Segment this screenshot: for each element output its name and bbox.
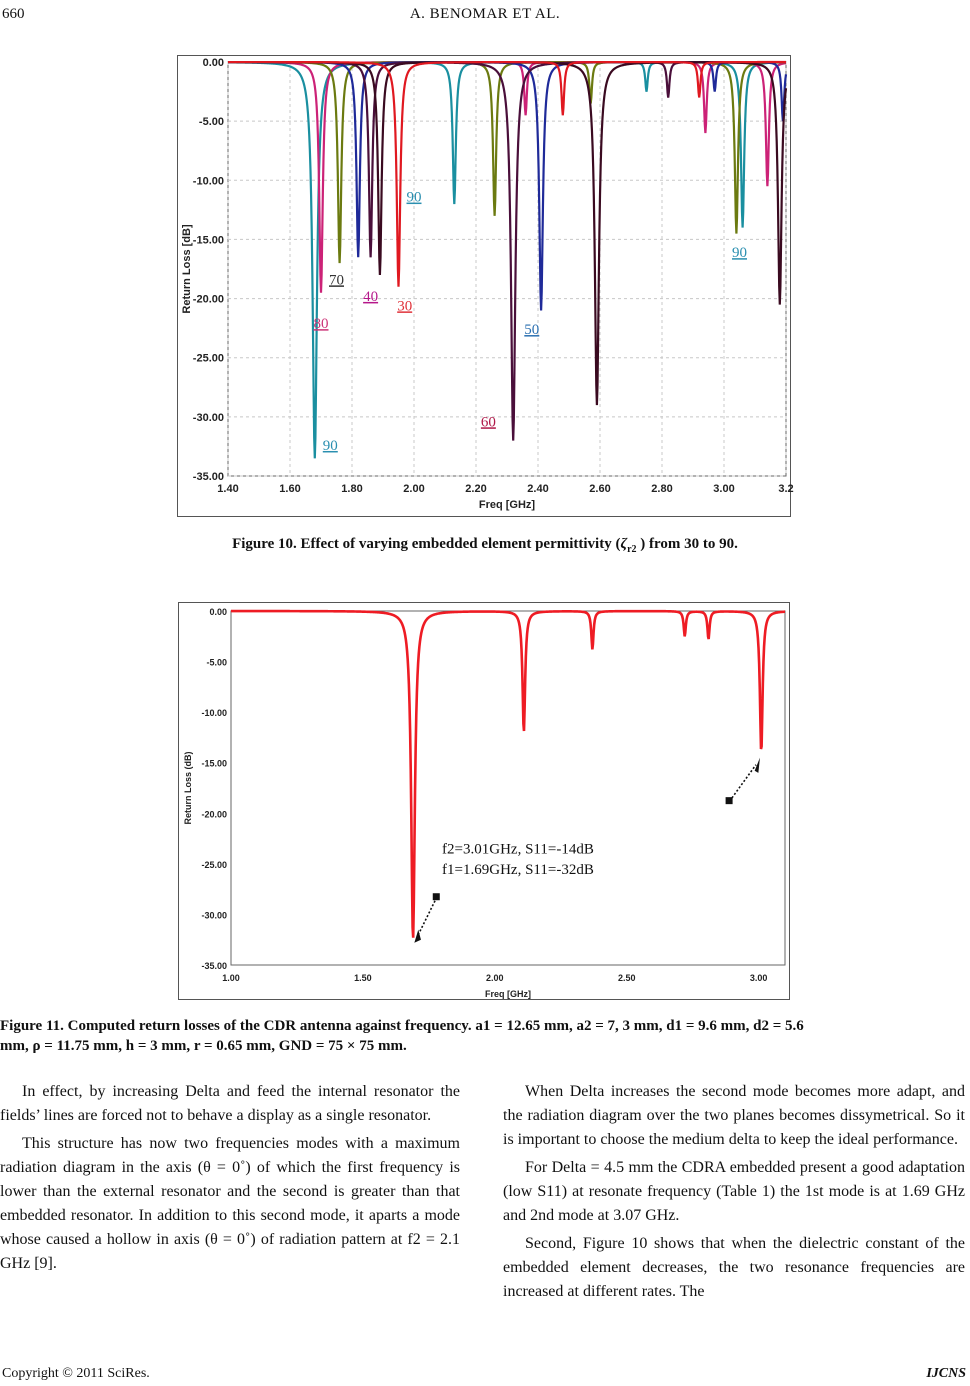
copyright: Copyright © 2011 SciRes. — [2, 1366, 150, 1381]
y-tick-label: -35.00 — [201, 961, 227, 971]
plot-area — [231, 611, 785, 965]
figure-10-chart — [178, 56, 794, 516]
page-number: 660 — [2, 6, 25, 22]
y-tick-label: -35.00 — [192, 471, 224, 483]
x-axis-label: Freq [GHz] — [478, 499, 536, 511]
figure-11-chart — [179, 603, 789, 999]
right-paragraph-2: For Delta = 4.5 mm the CDRA embedded present a good adaptation (low S11) at resonate frequency (Table 1) the 1st mode is at 1.69 GHz and 2nd mode at 3.07 GHz. — [503, 1159, 965, 1224]
x-tick-label: 2.60 — [589, 483, 611, 495]
x-tick-label: 1.80 — [341, 483, 363, 495]
annotation-f1: f1=1.69GHz, S11=-32dB — [442, 861, 594, 878]
x-tick-label: 3.2 — [778, 483, 794, 495]
figure-10-caption-prefix: Figure 10. Effect of varying embedded element permittivity ( — [232, 536, 621, 552]
right-column — [503, 1080, 965, 1308]
x-tick-label: 2.00 — [486, 973, 504, 983]
curve-label: 30 — [397, 298, 413, 315]
y-tick-label: 0.00 — [202, 57, 224, 69]
y-tick-label: -10.00 — [192, 175, 224, 188]
x-tick-label: 1.40 — [217, 483, 239, 495]
x-tick-label: 2.00 — [403, 483, 425, 495]
left-column — [0, 1080, 460, 1280]
x-tick-label: 1.00 — [222, 973, 240, 983]
curve-label: 90 — [322, 437, 338, 454]
arrow-f2-tail — [726, 797, 733, 804]
annotation-f2: f2=3.01GHz, S11=-14dB — [442, 841, 594, 858]
x-tick-label: 2.50 — [617, 973, 636, 983]
y-tick-label: -30.00 — [192, 411, 224, 424]
y-axis-label: Return Loss [dB] — [181, 224, 193, 314]
y-tick-label: -5.00 — [198, 116, 224, 129]
x-tick-label: 3.00 — [713, 483, 735, 495]
figure-11-caption-line2: mm, ρ = 11.75 mm, h = 3 mm, r = 0.65 mm, GND = 75 × 75 mm. — [0, 1038, 407, 1054]
curve-label: 50 — [524, 322, 540, 339]
y-tick-label: -30.00 — [201, 910, 227, 921]
running-head-authors: A. BENOMAR ET AL. — [409, 6, 561, 22]
figure-11-caption — [0, 1016, 970, 1056]
figure-11 — [178, 602, 790, 1000]
curve-label: 40 — [363, 288, 379, 305]
y-tick-label: -25.00 — [201, 859, 227, 870]
curve-label: 90 — [732, 245, 747, 262]
x-tick-label: 1.50 — [354, 973, 372, 983]
y-tick-label: -10.00 — [201, 708, 227, 719]
y-tick-label: -25.00 — [192, 352, 224, 365]
figure-10-caption-symbol: ζ — [620, 536, 628, 552]
figure-10-caption-subscript: r2 — [627, 544, 637, 555]
y-tick-label: -15.00 — [201, 758, 227, 769]
running-head — [0, 6, 970, 30]
figure-10-caption — [0, 534, 970, 560]
x-tick-label: 3.00 — [749, 973, 768, 983]
y-tick-label: -20.00 — [201, 809, 227, 820]
x-tick-label: 2.40 — [527, 483, 549, 495]
curve-label: 90 — [406, 189, 422, 206]
y-tick-label: -20.00 — [192, 293, 224, 306]
arrow-f1-tail — [433, 893, 440, 900]
x-tick-label: 2.20 — [465, 483, 487, 495]
journal-name: IJCNS — [926, 1366, 966, 1381]
x-axis-label: Freq [GHz] — [485, 989, 531, 999]
figure-11-caption-line1: Figure 11. Computed return losses of the CDR antenna against frequency. a1 = 12.65 mm, a2 = 7, 3 mm, d1 = 9.6 mm, d2 = 5.6 — [0, 1018, 804, 1034]
y-tick-label: -5.00 — [206, 657, 227, 668]
right-paragraph-1: When Delta increases the second mode becomes more adapt, and the radiation diagram over the two planes becomes dissymetrical. So it is important to choose the medium delta to keep the ideal performance. — [503, 1083, 965, 1148]
curve-label: 70 — [329, 272, 344, 289]
right-paragraph-3: Second, Figure 10 shows that when the dielectric constant of the embedded element decreases, the two resonance frequencies are increased at different rates. The — [503, 1235, 965, 1300]
curve-label: 60 — [480, 414, 496, 431]
left-paragraph-1: In effect, by increasing Delta and feed the internal resonator the fields’ lines are forced not to behave a display as a single resonator. — [0, 1083, 460, 1124]
y-tick-label: 0.00 — [209, 607, 227, 617]
left-paragraph-2: This structure has now two frequencies modes with a maximum radiation diagram in the axis (θ = 0˚) of which the first frequency is lower than the external resonator and the second is greater than that embedded resonator. In addition to this second mode, it aparts a mode whose caused a hollow in axis (θ = 0˚) of radiation pattern at f2 = 2.1 GHz [9]. — [0, 1135, 460, 1272]
figure-10-caption-suffix: ) from 30 to 90. — [640, 536, 738, 552]
curve-label: 80 — [313, 316, 329, 333]
figure-10 — [177, 55, 794, 517]
x-tick-label: 2.80 — [651, 483, 673, 495]
y-tick-label: -15.00 — [192, 234, 224, 247]
x-tick-label: 1.60 — [279, 483, 301, 495]
y-axis-label: Return Loss (dB) — [183, 751, 193, 825]
